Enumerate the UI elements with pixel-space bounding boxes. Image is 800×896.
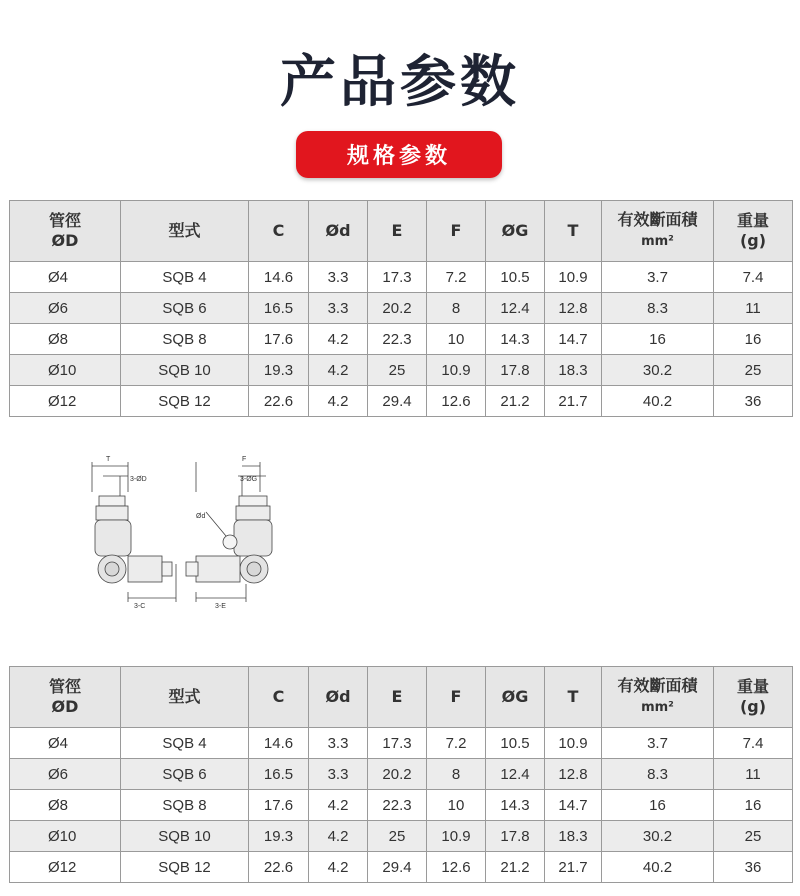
- table-cell: 10.9: [427, 821, 486, 852]
- table-cell: 30.2: [602, 355, 714, 386]
- table-cell: SQB 6: [121, 759, 249, 790]
- header-cell: Ød: [309, 201, 368, 262]
- table-cell: SQB 6: [121, 293, 249, 324]
- spec-table: [9, 200, 793, 417]
- header-cell: E: [368, 667, 427, 728]
- table-cell: Ø6: [10, 759, 121, 790]
- table-cell: 18.3: [545, 821, 602, 852]
- table-cell: 25: [368, 821, 427, 852]
- table-cell: 3.7: [602, 262, 714, 293]
- table-cell: 25: [714, 355, 793, 386]
- table-cell: 12.6: [427, 852, 486, 883]
- table-cell: 14.7: [545, 790, 602, 821]
- table-cell: 8.3: [602, 759, 714, 790]
- header-cell: ØG: [486, 201, 545, 262]
- table-cell: 40.2: [602, 386, 714, 417]
- table-cell: SQB 4: [121, 728, 249, 759]
- table-cell: 16.5: [249, 759, 309, 790]
- page-title: 产品参数: [280, 50, 520, 115]
- table-cell: 30.2: [602, 821, 714, 852]
- table-cell: 14.3: [486, 790, 545, 821]
- table-cell: 22.6: [249, 386, 309, 417]
- table-cell: 14.6: [249, 728, 309, 759]
- table-cell: 16: [602, 790, 714, 821]
- drawing-label-3c: 3-C: [134, 603, 146, 610]
- table-cell: 8.3: [602, 293, 714, 324]
- table-header-row: [10, 667, 793, 728]
- table-row: [10, 790, 793, 821]
- table-cell: 21.7: [545, 852, 602, 883]
- table-cell: Ø10: [10, 355, 121, 386]
- table-cell: Ø10: [10, 821, 121, 852]
- table-cell: 17.3: [368, 262, 427, 293]
- fitting-technical-drawing: [76, 452, 296, 612]
- section-badge: 规格参数: [296, 131, 502, 178]
- table-row: [10, 324, 793, 355]
- header-cell: T: [545, 667, 602, 728]
- drawing-label-t: T: [106, 456, 111, 463]
- table-cell: Ø8: [10, 790, 121, 821]
- table-cell: 4.2: [309, 324, 368, 355]
- table-cell: 11: [714, 293, 793, 324]
- header-cell: 型式: [121, 201, 249, 262]
- table-cell: 17.8: [486, 821, 545, 852]
- table-cell: Ø6: [10, 293, 121, 324]
- header-cell: 有效斷面積 mm²: [602, 201, 714, 262]
- table-cell: 4.2: [309, 355, 368, 386]
- table-cell: Ø12: [10, 386, 121, 417]
- header-cell: E: [368, 201, 427, 262]
- table-cell: 10.5: [486, 262, 545, 293]
- table-cell: 20.2: [368, 293, 427, 324]
- table-cell: 14.3: [486, 324, 545, 355]
- table-cell: 22.6: [249, 852, 309, 883]
- drawing-label-3e: 3-E: [215, 603, 226, 610]
- table-cell: 29.4: [368, 386, 427, 417]
- table-cell: 14.7: [545, 324, 602, 355]
- table-cell: 12.6: [427, 386, 486, 417]
- table-cell: 25: [368, 355, 427, 386]
- table-cell: 16: [714, 790, 793, 821]
- table-cell: 17.6: [249, 324, 309, 355]
- table-cell: 25: [714, 821, 793, 852]
- table-cell: 22.3: [368, 790, 427, 821]
- table-row: [10, 728, 793, 759]
- table-cell: Ø12: [10, 852, 121, 883]
- table-cell: SQB 4: [121, 262, 249, 293]
- header-cell: F: [427, 201, 486, 262]
- header-cell: 重量 (g): [714, 667, 793, 728]
- table-cell: 8: [427, 759, 486, 790]
- table-cell: 4.2: [309, 790, 368, 821]
- table-cell: 8: [427, 293, 486, 324]
- table-row: [10, 293, 793, 324]
- table-cell: 4.2: [309, 852, 368, 883]
- header-cell: C: [249, 667, 309, 728]
- header-cell: F: [427, 667, 486, 728]
- drawing-label-f: F: [242, 456, 247, 463]
- table-row: [10, 821, 793, 852]
- table-cell: 4.2: [309, 386, 368, 417]
- table-cell: 19.3: [249, 355, 309, 386]
- table-row: [10, 852, 793, 883]
- table-cell: 40.2: [602, 852, 714, 883]
- table-cell: 4.2: [309, 821, 368, 852]
- header-cell: ØG: [486, 667, 545, 728]
- table-cell: 10.9: [545, 728, 602, 759]
- table-cell: SQB 8: [121, 790, 249, 821]
- table-cell: SQB 12: [121, 852, 249, 883]
- table-cell: 19.3: [249, 821, 309, 852]
- table-cell: SQB 12: [121, 386, 249, 417]
- table-cell: 7.2: [427, 262, 486, 293]
- table-cell: 36: [714, 852, 793, 883]
- table-cell: 17.6: [249, 790, 309, 821]
- table-cell: Ø4: [10, 728, 121, 759]
- table-header-row: [10, 201, 793, 262]
- table-cell: 21.2: [486, 852, 545, 883]
- drawing-label-od: Ød: [196, 513, 206, 520]
- table-cell: 22.3: [368, 324, 427, 355]
- table-cell: 29.4: [368, 852, 427, 883]
- table-cell: 3.3: [309, 262, 368, 293]
- header-cell: Ød: [309, 667, 368, 728]
- table-cell: 11: [714, 759, 793, 790]
- table-cell: SQB 8: [121, 324, 249, 355]
- drawing-label-3og: 3-ØG: [240, 476, 258, 483]
- table-cell: 17.3: [368, 728, 427, 759]
- table-cell: 18.3: [545, 355, 602, 386]
- table-cell: 16.5: [249, 293, 309, 324]
- table-cell: 12.8: [545, 293, 602, 324]
- header-cell: 管徑 ØD: [10, 201, 121, 262]
- spec-table-repeat: [9, 666, 793, 883]
- table-row: [10, 759, 793, 790]
- table-cell: 12.8: [545, 759, 602, 790]
- table-cell: 7.2: [427, 728, 486, 759]
- table-cell: 16: [602, 324, 714, 355]
- table-cell: 12.4: [486, 759, 545, 790]
- table-row: [10, 386, 793, 417]
- table-row: [10, 355, 793, 386]
- header-cell: T: [545, 201, 602, 262]
- table-cell: SQB 10: [121, 821, 249, 852]
- table-cell: 3.3: [309, 293, 368, 324]
- table-cell: Ø4: [10, 262, 121, 293]
- table-cell: 36: [714, 386, 793, 417]
- table-cell: Ø8: [10, 324, 121, 355]
- table-cell: 10: [427, 790, 486, 821]
- header-cell: 重量 (g): [714, 201, 793, 262]
- table-cell: 20.2: [368, 759, 427, 790]
- table-cell: SQB 10: [121, 355, 249, 386]
- table-cell: 10: [427, 324, 486, 355]
- table-cell: 10.5: [486, 728, 545, 759]
- table-cell: 7.4: [714, 262, 793, 293]
- table-cell: 21.7: [545, 386, 602, 417]
- table-row: [10, 262, 793, 293]
- table-cell: 3.7: [602, 728, 714, 759]
- header-cell: 有效斷面積 mm²: [602, 667, 714, 728]
- table-cell: 12.4: [486, 293, 545, 324]
- table-cell: 7.4: [714, 728, 793, 759]
- table-cell: 21.2: [486, 386, 545, 417]
- drawing-label-3od: 3-ØD: [130, 476, 147, 483]
- table-cell: 3.3: [309, 759, 368, 790]
- table-cell: 10.9: [427, 355, 486, 386]
- header-cell: 型式: [121, 667, 249, 728]
- table-cell: 14.6: [249, 262, 309, 293]
- table-cell: 10.9: [545, 262, 602, 293]
- table-cell: 3.3: [309, 728, 368, 759]
- header-cell: C: [249, 201, 309, 262]
- table-cell: 16: [714, 324, 793, 355]
- header-cell: 管徑 ØD: [10, 667, 121, 728]
- table-cell: 17.8: [486, 355, 545, 386]
